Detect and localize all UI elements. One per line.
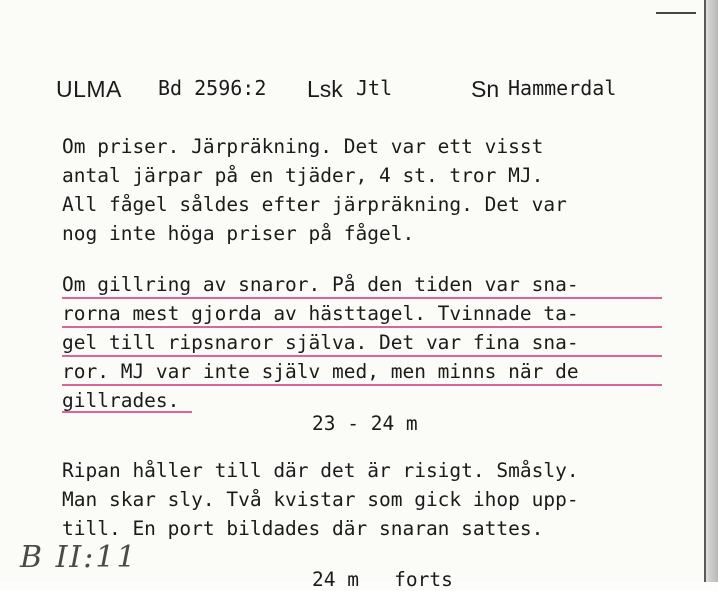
text-line: All fågel såldes efter järpräkning. Det var [62,193,567,216]
province-value: Jtl [356,76,393,100]
text-line: till. En port bildades där snaran sattes. [62,517,544,540]
text-line: ror. MJ var inte själv med, men minns när de [62,360,579,383]
tape-reference: 23 - 24 m [312,412,418,435]
top-edge-mark [656,12,696,14]
card-edge [704,0,718,582]
parish-label: Sn [471,76,500,102]
card-edge-line [704,0,706,582]
province-label: Lsk [307,76,343,102]
text-line: nog inte höga priser på fågel. [62,222,415,245]
archive-code: ULMA [56,76,122,102]
parish-name: Hammerdal [508,76,617,100]
text-line: gel till ripsnaror själva. Det var fina sna- [62,331,579,354]
continuation-reference: 24 m forts [312,568,453,591]
handwritten-shelfmark: B II:11 [20,540,138,575]
text-line: Om priser. Järpräkning. Det var ett visst [62,135,544,158]
text-line: Man skar sly. Två kvistar som gick ihop upp- [62,488,579,511]
text-line: antal järpar på en tjäder, 4 st. tror MJ. [62,164,544,187]
text-line: Om gillring av snaror. På den tiden var sna- [62,273,579,296]
text-line: rorna mest gjorda av hästtagel. Tvinnade ta- [62,302,579,325]
paragraph-ptarmigan [62,456,579,543]
paragraph-snares [62,270,579,415]
paragraph-prices [62,132,567,248]
record-number: Bd 2596:2 [158,76,267,100]
text-line: gillrades. [62,389,180,412]
text-line: Ripan håller till där det är risigt. Småsly. [62,459,579,482]
